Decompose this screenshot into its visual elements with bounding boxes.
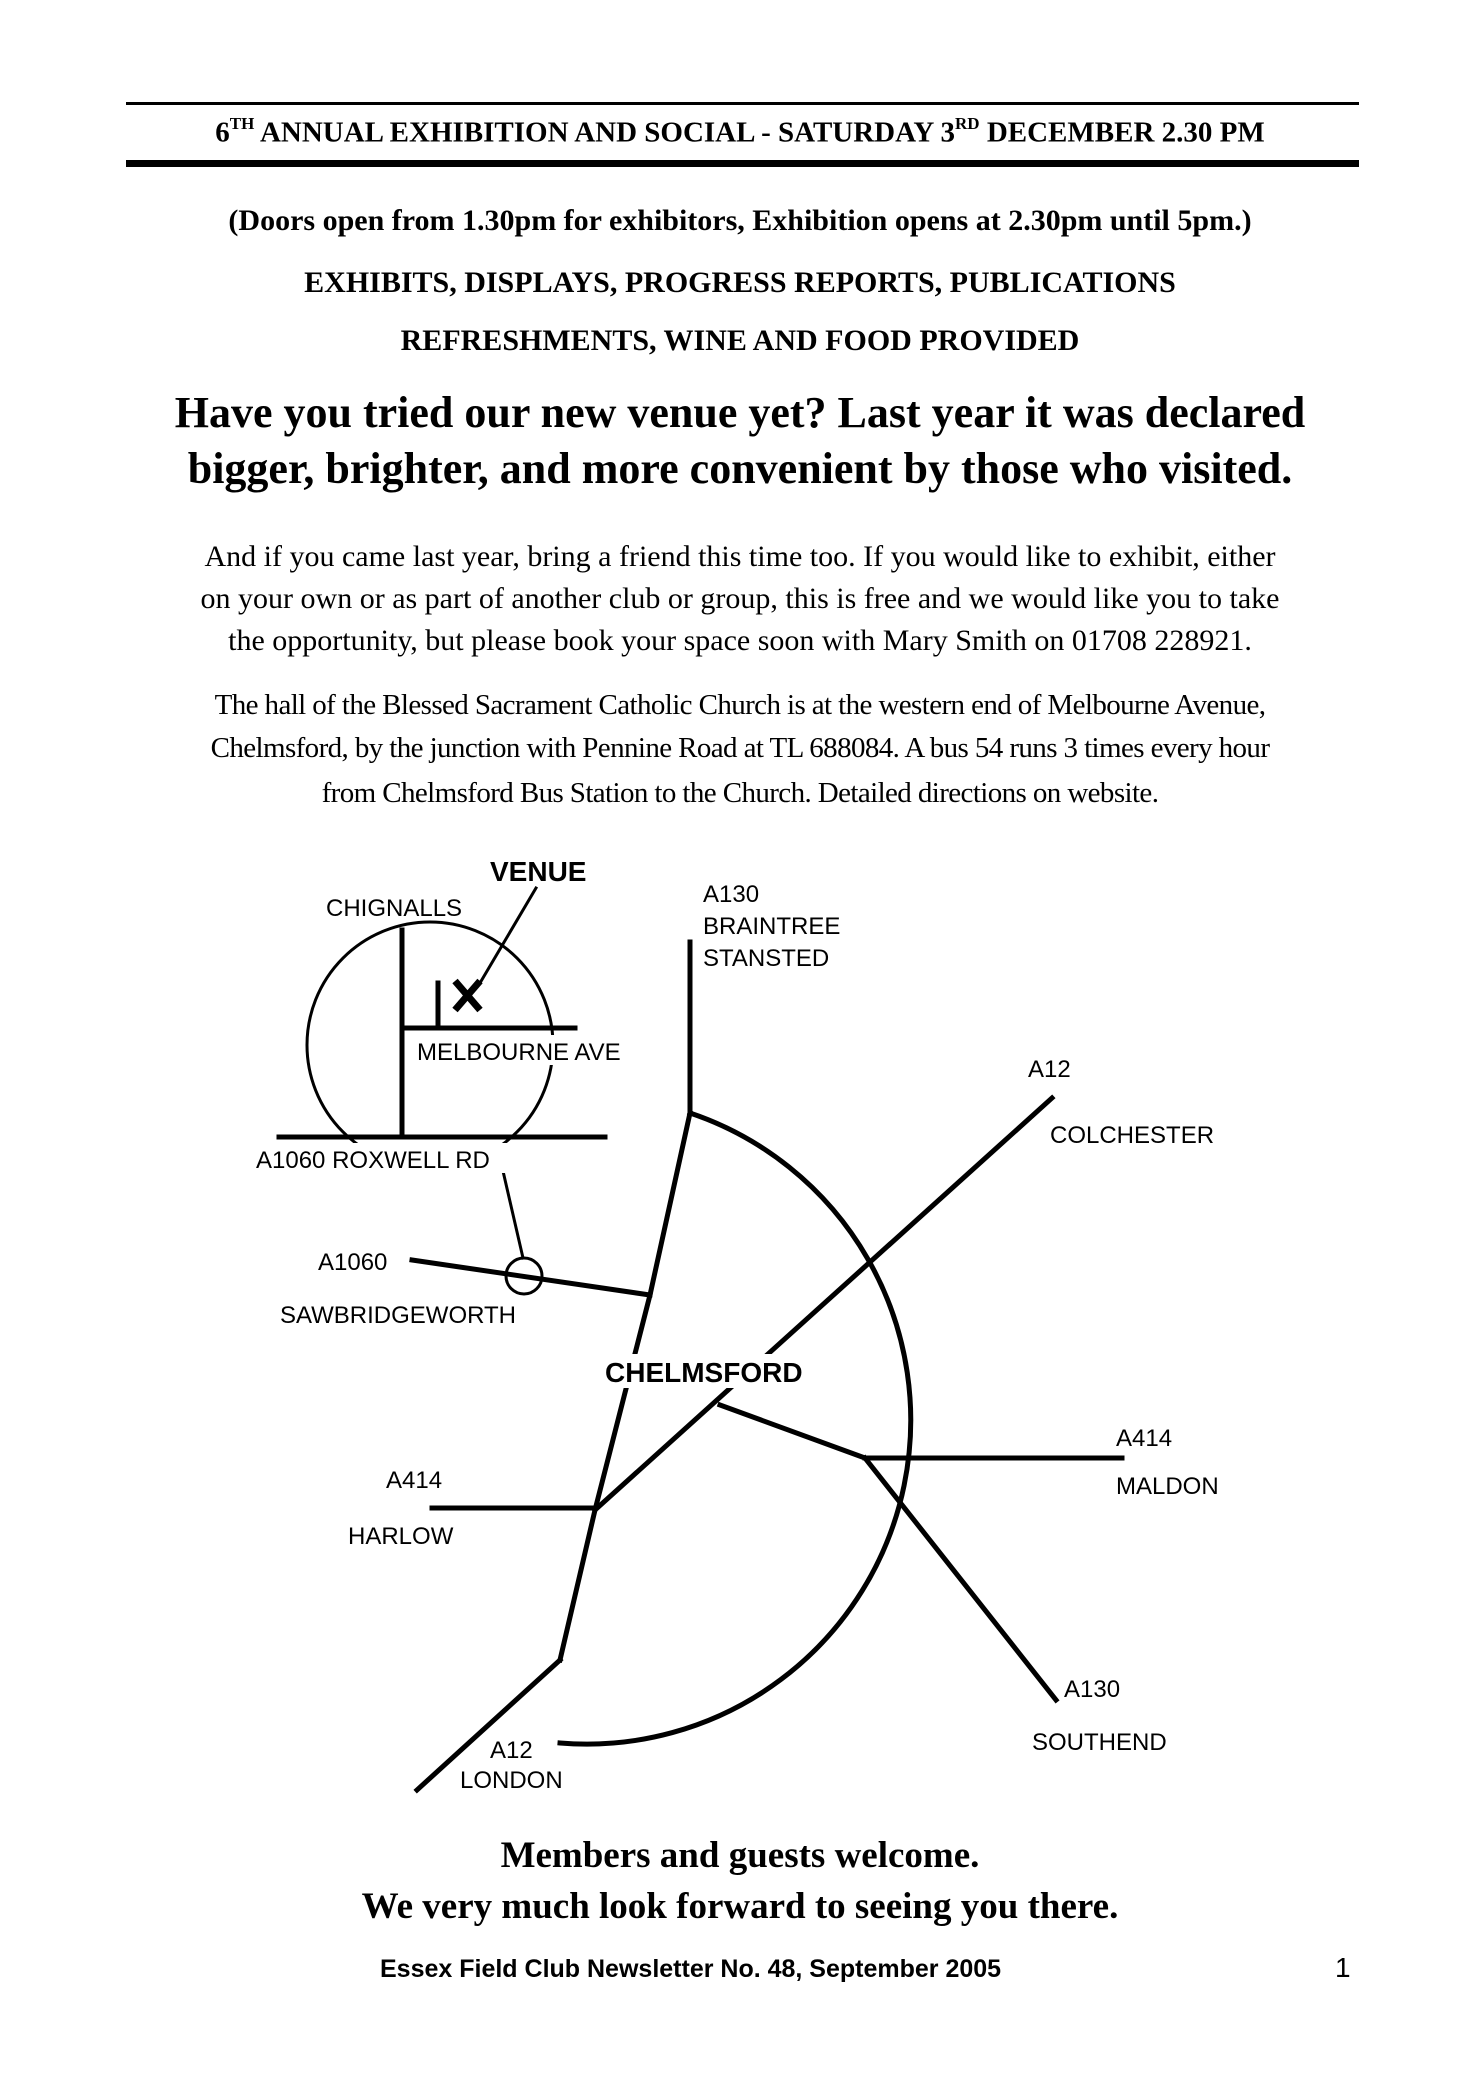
- a130-north-label: A130: [703, 881, 760, 908]
- venue-label: VENUE: [490, 856, 587, 887]
- a12-colchester-road: [595, 1098, 1052, 1510]
- title-ordinal: 6: [215, 116, 230, 149]
- doors-info: (Doors open from 1.30pm for exhibitors, Exhibition opens at 2.30pm until 5pm.): [228, 204, 1252, 237]
- directions-paragraph-line-1: The hall of the Blessed Sacrament Catholic Church is at the western end of Melbourne Avenue,: [214, 689, 1266, 721]
- venue-x-marker: [455, 981, 480, 1010]
- location-map: [0, 840, 1480, 1820]
- page-number: 1: [1335, 1952, 1351, 1983]
- melbourne-ave-label: MELBOURNE AVE: [417, 1039, 621, 1066]
- chignalls-label: CHIGNALLS: [326, 895, 463, 922]
- closing-line-1: Members and guests welcome.: [500, 1835, 980, 1876]
- a414-east-label: A414: [1116, 1425, 1173, 1452]
- headline-line-2: bigger, brighter, and more convenient by those who visited.: [187, 444, 1293, 493]
- title-ordinal-suffix: TH: [229, 114, 255, 133]
- a12-east-label: A12: [1028, 1056, 1071, 1083]
- title-main: ANNUAL EXHIBITION AND SOCIAL - SATURDAY 3: [254, 116, 956, 149]
- ring-road: [560, 1113, 911, 1744]
- sawbridgeworth-label: SAWBRIDGEWORTH: [280, 1302, 517, 1329]
- exhibits-list: EXHIBITS, DISPLAYS, PROGRESS REPORTS, PUBLICATIONS: [304, 266, 1176, 299]
- headline-line-1: Have you tried our new venue yet? Last year it was declared: [174, 388, 1306, 437]
- colchester-label: COLCHESTER: [1050, 1122, 1215, 1149]
- braintree-label: BRAINTREE: [703, 913, 841, 940]
- a12-south-label: A12: [490, 1737, 533, 1764]
- newsletter-footer: Essex Field Club Newsletter No. 48, September 2005: [380, 1955, 1002, 1983]
- invite-paragraph-line-1: And if you came last year, bring a friend this time too. If you would like to exhibit, either: [204, 540, 1276, 573]
- refreshments-info: REFRESHMENTS, WINE AND FOOD PROVIDED: [400, 324, 1080, 357]
- title-date-time: DECEMBER 2.30 PM: [979, 116, 1265, 149]
- closing-line-2: We very much look forward to seeing you there.: [361, 1886, 1119, 1927]
- event-title: [0, 116, 1480, 150]
- maldon-label: MALDON: [1116, 1473, 1219, 1500]
- invite-paragraph-line-3: the opportunity, but please book your space soon with Mary Smith on 01708 228921.: [228, 624, 1252, 657]
- invite-paragraph-line-2: on your own or as part of another club or group, this is free and we would like you to take: [200, 582, 1280, 615]
- southend-label: SOUTHEND: [1032, 1729, 1167, 1756]
- top-rule: [126, 102, 1359, 105]
- directions-paragraph-line-3: from Chelmsford Bus Station to the Church. Detailed directions on website.: [321, 777, 1159, 809]
- chelmsford-connector-road: [720, 1405, 865, 1458]
- title-date-suffix: RD: [955, 114, 980, 133]
- chelmsford-label: CHELMSFORD: [605, 1357, 803, 1388]
- harlow-label: HARLOW: [348, 1523, 454, 1550]
- a414-west-label: A414: [386, 1467, 443, 1494]
- a1060-label: A1060: [318, 1249, 388, 1276]
- directions-paragraph-line-2: Chelmsford, by the junction with Pennine Road at TL 688084. A bus 54 runs 3 times every hour: [210, 732, 1270, 764]
- a130-south-label: A130: [1064, 1676, 1121, 1703]
- title-underline-rule: [126, 160, 1359, 167]
- london-label: LONDON: [460, 1767, 563, 1794]
- stansted-label: STANSTED: [703, 945, 830, 972]
- roxwell-road-label: A1060 ROXWELL RD: [256, 1147, 490, 1174]
- a1060-sawbridgeworth-road: [412, 1260, 650, 1295]
- a130-southend-road: [865, 1458, 1056, 1700]
